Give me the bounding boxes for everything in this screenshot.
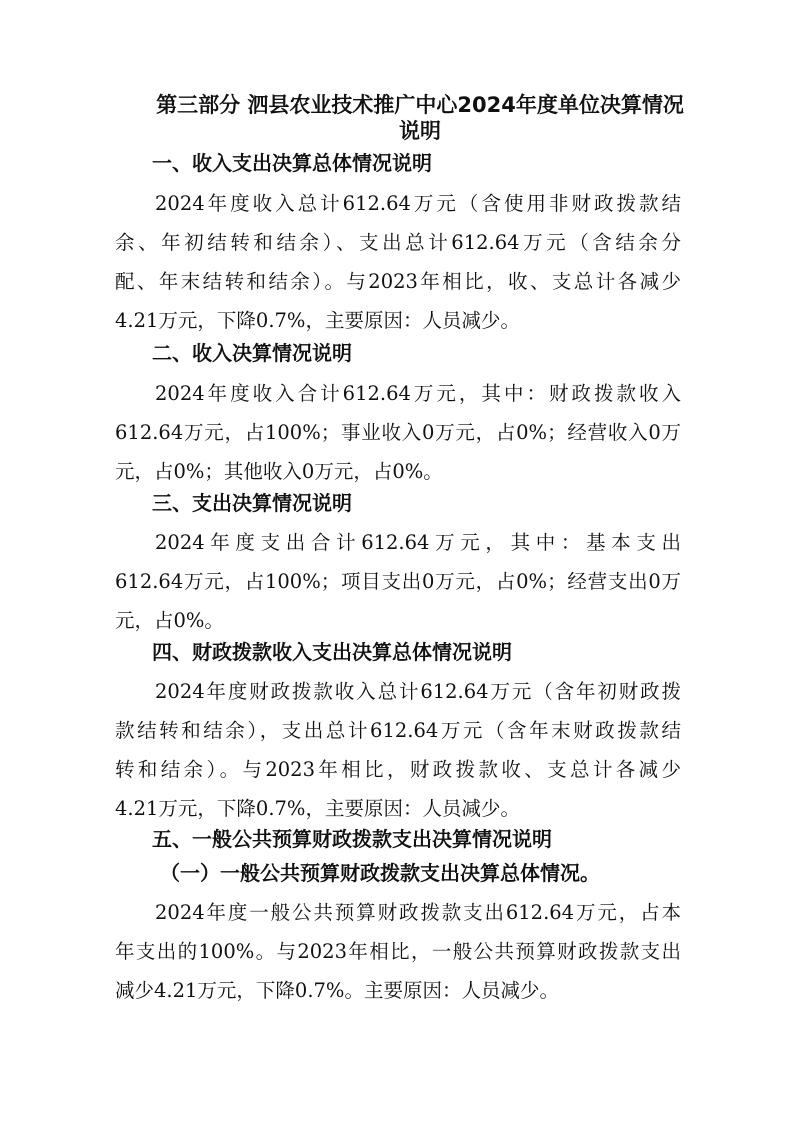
paragraph-line: 减少4.21万元，下降0.7%。主要原因：人员减少。: [115, 979, 559, 1002]
section-paragraph-income: [115, 374, 681, 491]
paragraph-line: 转和结余）。与2023年相比，财政拨款收、支总计各减少: [115, 758, 681, 781]
paragraph-line: 612.64万元，占100%；项目支出0万元，占0%；经营支出0万: [115, 570, 681, 593]
paragraph-line: 4.21万元，下降0.7%，主要原因：人员减少。: [115, 797, 520, 820]
section-paragraph-general-public-budget: [115, 893, 681, 1010]
paragraph-line: 612.64万元，占100%；事业收入0万元，占0%；经营收入0万: [115, 421, 681, 444]
paragraph-line: 2024年度一般公共预算财政拨款支出612.64万元，占本: [155, 901, 681, 924]
page-title: [150, 92, 690, 144]
paragraph-line: 元，占0%；其他收入0万元，占0%。: [115, 460, 443, 483]
section-heading-general-public-budget: 五、一般公共预算财政拨款支出决算情况说明: [152, 827, 552, 851]
paragraph-line: 余、年初结转和结余）、支出总计612.64万元（含结余分: [115, 231, 681, 254]
page-title-line-1: 第三部分 泗县农业技术推广中心2024年度单位决算情况: [156, 93, 684, 117]
paragraph-line: 年支出的100%。与2023年相比，一般公共预算财政拨款支出: [115, 940, 681, 963]
section-heading-expenditure: 三、支出决算情况说明: [152, 491, 352, 515]
section-heading-income-expenditure-overview: 一、收入支出决算总体情况说明: [152, 151, 432, 175]
paragraph-line: 款结转和结余），支出总计612.64万元（含年末财政拨款结: [115, 719, 681, 742]
section-heading-income: 二、收入决算情况说明: [152, 341, 352, 365]
paragraph-line: 元，占0%。: [115, 609, 224, 632]
section-paragraph-income-expenditure-overview: [115, 184, 681, 340]
paragraph-line: 2024年度收入合计612.64万元，其中：财政拨款收入: [155, 382, 681, 405]
subsection-heading-general-public-budget-overview: （一）一般公共预算财政拨款支出决算总体情况。: [160, 861, 600, 885]
section-paragraph-expenditure: [115, 523, 681, 640]
section-heading-fiscal-allocation-overview: 四、财政拨款收入支出决算总体情况说明: [152, 640, 512, 664]
paragraph-line: 配、年末结转和结余）。与2023年相比，收、支总计各减少: [115, 270, 681, 293]
paragraph-line: 2024年度支出合计612.64万元，其中：基本支出: [155, 531, 681, 554]
paragraph-line: 4.21万元，下降0.7%，主要原因：人员减少。: [115, 309, 520, 332]
paragraph-line: 2024年度收入总计612.64万元（含使用非财政拨款结: [155, 192, 681, 215]
section-paragraph-fiscal-allocation-overview: [115, 672, 681, 828]
page-title-line-2: 说明: [399, 119, 441, 143]
paragraph-line: 2024年度财政拨款收入总计612.64万元（含年初财政拨: [155, 680, 681, 703]
